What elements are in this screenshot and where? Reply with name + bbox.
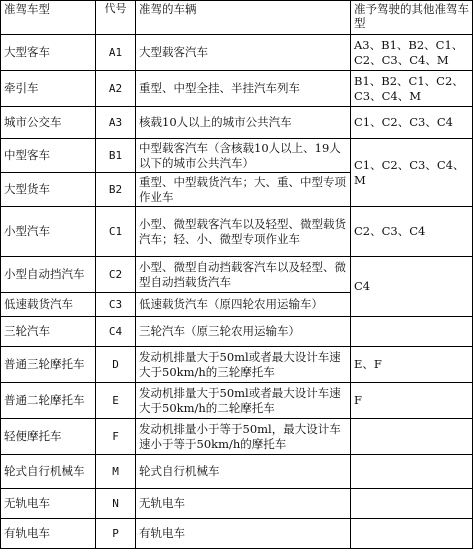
row-code: P bbox=[96, 519, 136, 549]
row-code: A1 bbox=[96, 35, 136, 71]
row-code: M bbox=[96, 455, 136, 489]
row-type: 有轨电车 bbox=[1, 519, 96, 549]
table-row bbox=[1, 419, 473, 455]
table-row bbox=[1, 257, 473, 293]
row-vehicles: 低速载货汽车（原四轮农用运输车） bbox=[136, 293, 351, 317]
row-code: E bbox=[96, 383, 136, 419]
row-code: A3 bbox=[96, 107, 136, 139]
table-row bbox=[1, 519, 473, 549]
row-other-classes bbox=[351, 455, 473, 489]
row-vehicles: 三轮汽车（原三轮农用运输车） bbox=[136, 317, 351, 347]
row-other-classes: B1、B2、C1、C2、C3、C4、M bbox=[351, 71, 473, 107]
table-header-row bbox=[1, 1, 473, 35]
row-type: 小型汽车 bbox=[1, 207, 96, 257]
table-row bbox=[1, 139, 473, 173]
row-other-classes bbox=[351, 489, 473, 519]
row-type: 无轨电车 bbox=[1, 489, 96, 519]
row-code: B2 bbox=[96, 173, 136, 207]
header-code: 代号 bbox=[96, 1, 136, 35]
row-code: F bbox=[96, 419, 136, 455]
row-vehicles: 无轨电车 bbox=[136, 489, 351, 519]
row-vehicles: 轮式自行机械车 bbox=[136, 455, 351, 489]
row-other-classes bbox=[351, 317, 473, 347]
row-vehicles: 有轨电车 bbox=[136, 519, 351, 549]
row-vehicles: 小型、微型载客汽车以及轻型、微型载货汽车；轻、小、微型专项作业车 bbox=[136, 207, 351, 257]
row-other-classes: C2、C3、C4 bbox=[351, 207, 473, 257]
header-type: 准驾车型 bbox=[1, 1, 96, 35]
row-code: A2 bbox=[96, 71, 136, 107]
row-other-classes bbox=[351, 519, 473, 549]
table-row bbox=[1, 207, 473, 257]
row-type: 小型自动挡汽车 bbox=[1, 257, 96, 293]
row-other-classes bbox=[351, 419, 473, 455]
header-other-classes: 准予驾驶的其他准驾车型 bbox=[351, 1, 473, 35]
row-vehicles: 中型载客汽车（含核载10人以上、19人以下的城市公共汽车） bbox=[136, 139, 351, 173]
row-vehicles: 小型、微型自动挡载客汽车以及轻型、微型自动挡载货汽车 bbox=[136, 257, 351, 293]
row-vehicles: 大型载客汽车 bbox=[136, 35, 351, 71]
row-other-classes-merged: C1、C2、C3、C4、M bbox=[351, 139, 473, 207]
table-row bbox=[1, 383, 473, 419]
header-vehicles: 准驾的车辆 bbox=[136, 1, 351, 35]
table-row bbox=[1, 455, 473, 489]
table-row bbox=[1, 347, 473, 383]
table-row bbox=[1, 489, 473, 519]
row-code: C3 bbox=[96, 293, 136, 317]
row-code: N bbox=[96, 489, 136, 519]
table-row bbox=[1, 317, 473, 347]
row-other-classes: F bbox=[351, 383, 473, 419]
row-vehicles: 重型、中型全挂、半挂汽车列车 bbox=[136, 71, 351, 107]
row-other-classes: A3、B1、B2、C1、C2、C3、C4、M bbox=[351, 35, 473, 71]
row-type: 普通三轮摩托车 bbox=[1, 347, 96, 383]
row-code: C4 bbox=[96, 317, 136, 347]
row-code: C2 bbox=[96, 257, 136, 293]
row-type: 大型客车 bbox=[1, 35, 96, 71]
table-row bbox=[1, 35, 473, 71]
row-type: 普通二轮摩托车 bbox=[1, 383, 96, 419]
row-type: 轮式自行机械车 bbox=[1, 455, 96, 489]
row-vehicles: 发动机排量小于等于50ml，最大设计车速小于等于50km/h的摩托车 bbox=[136, 419, 351, 455]
row-other-classes-merged: C4 bbox=[351, 257, 473, 317]
row-type: 牵引车 bbox=[1, 71, 96, 107]
row-type: 低速载货汽车 bbox=[1, 293, 96, 317]
row-code: D bbox=[96, 347, 136, 383]
table-row bbox=[1, 107, 473, 139]
row-code: C1 bbox=[96, 207, 136, 257]
row-vehicles: 发动机排量大于50ml或者最大设计车速大于50km/h的二轮摩托车 bbox=[136, 383, 351, 419]
row-vehicles: 发动机排量大于50ml或者最大设计车速大于50km/h的三轮摩托车 bbox=[136, 347, 351, 383]
row-type: 城市公交车 bbox=[1, 107, 96, 139]
row-type: 轻便摩托车 bbox=[1, 419, 96, 455]
row-type: 三轮汽车 bbox=[1, 317, 96, 347]
row-type: 大型货车 bbox=[1, 173, 96, 207]
row-code: B1 bbox=[96, 139, 136, 173]
row-vehicles: 核载10人以上的城市公共汽车 bbox=[136, 107, 351, 139]
row-type: 中型客车 bbox=[1, 139, 96, 173]
table-row bbox=[1, 71, 473, 107]
row-other-classes: E、F bbox=[351, 347, 473, 383]
row-vehicles: 重型、中型载货汽车；大、重、中型专项作业车 bbox=[136, 173, 351, 207]
row-other-classes: C1、C2、C3、C4 bbox=[351, 107, 473, 139]
